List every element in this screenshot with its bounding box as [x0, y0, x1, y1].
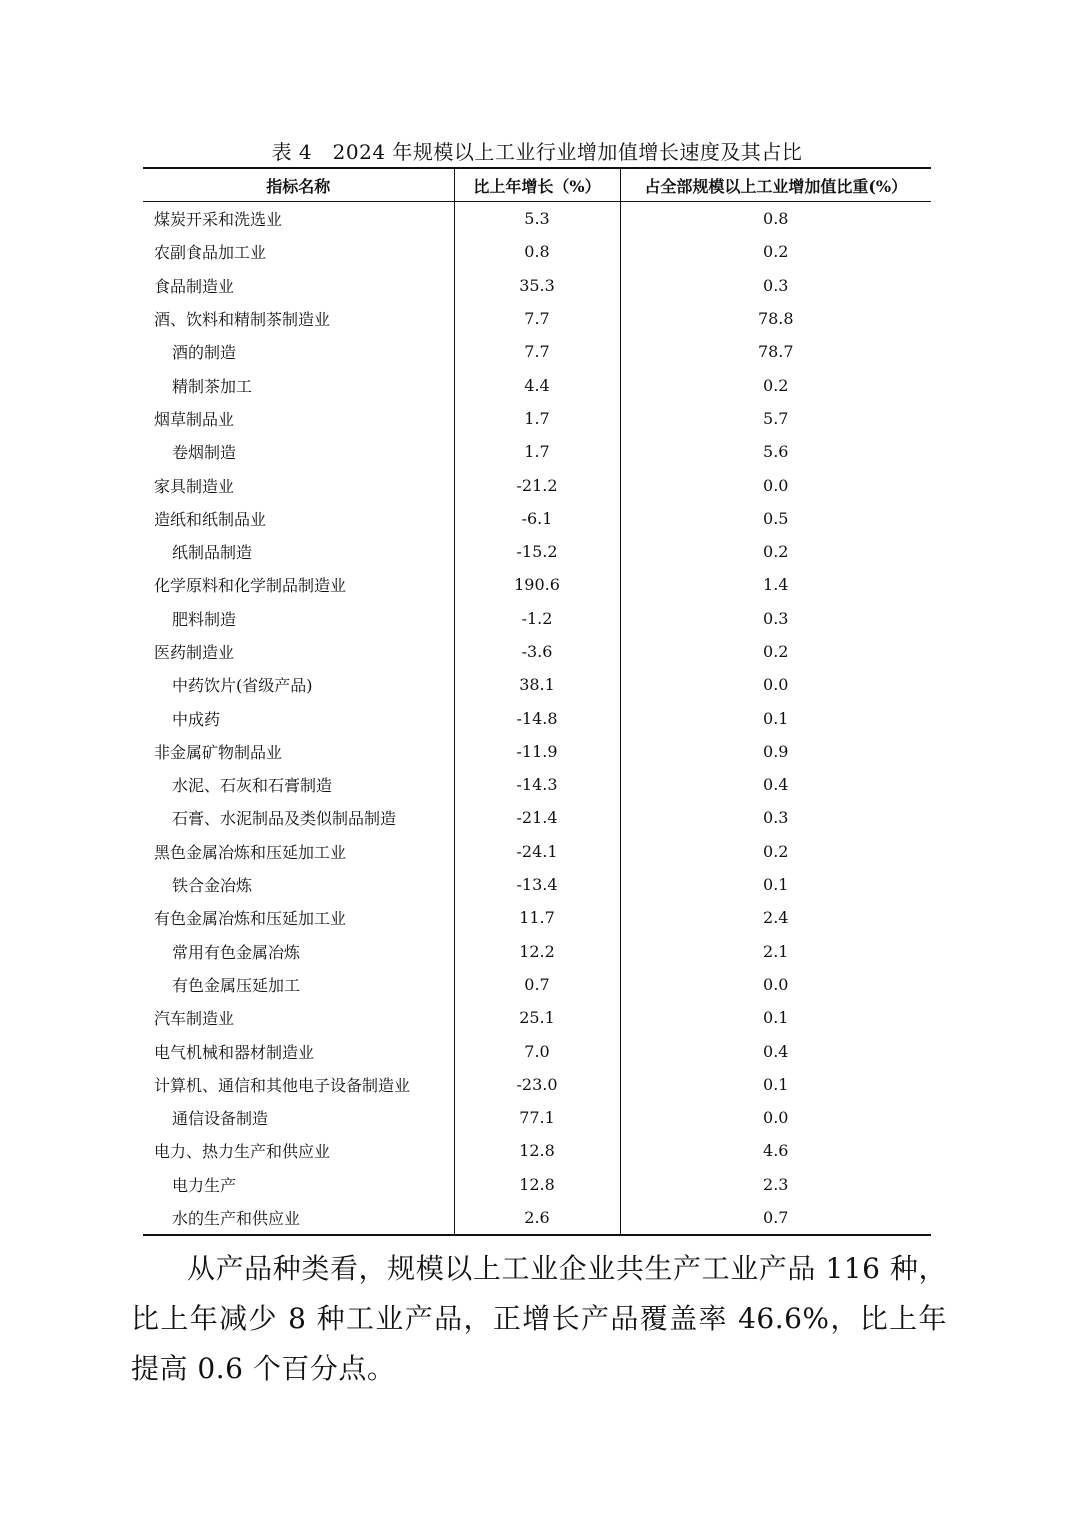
table-row	[143, 535, 931, 568]
row-growth-value: 25.1	[454, 1001, 620, 1034]
row-indicator-name: 酒、饮料和精制茶制造业	[154, 310, 331, 330]
row-share-value: 2.1	[620, 935, 931, 968]
row-growth-value: -21.4	[454, 801, 620, 834]
row-share-value: 0.2	[620, 535, 931, 568]
row-share-value: 0.3	[620, 602, 931, 635]
row-share-value: 0.8	[620, 202, 931, 236]
table-row	[143, 801, 931, 834]
row-indicator-name: 中药饮片(省级产品)	[172, 676, 313, 696]
row-share-value: 0.4	[620, 768, 931, 801]
row-indicator-name: 医药制造业	[154, 643, 235, 662]
table-row	[143, 235, 931, 268]
row-indicator-name: 水泥、石灰和石膏制造	[172, 776, 333, 796]
header-indicator-name: 指标名称	[143, 168, 454, 202]
table-row	[143, 368, 931, 401]
header-growth: 比上年增长（%）	[454, 168, 620, 202]
row-share-value: 0.9	[620, 735, 931, 768]
table-row	[143, 269, 931, 302]
table-row	[143, 1034, 931, 1067]
row-growth-value: 11.7	[454, 901, 620, 934]
row-growth-value: 2.6	[454, 1201, 620, 1235]
row-indicator-name: 电力、热力生产和供应业	[154, 1142, 331, 1162]
row-growth-value: -14.8	[454, 701, 620, 734]
table-row	[143, 568, 931, 601]
table-row	[143, 935, 931, 968]
table-row	[143, 968, 931, 1001]
table-body	[143, 202, 931, 1236]
table-row	[143, 635, 931, 668]
row-growth-value: 12.8	[454, 1134, 620, 1167]
row-indicator-name: 食品制造业	[154, 276, 235, 296]
row-indicator-name: 水的生产和供应业	[172, 1209, 301, 1229]
table-row	[143, 1001, 931, 1034]
row-growth-value: -15.2	[454, 535, 620, 568]
table-row	[143, 1134, 931, 1167]
table-row	[143, 302, 931, 335]
row-share-value: 0.1	[620, 868, 931, 901]
table-row	[143, 1201, 931, 1235]
table-header-row	[143, 168, 931, 202]
row-share-value: 0.2	[620, 368, 931, 401]
row-growth-value: 7.7	[454, 302, 620, 335]
row-growth-value: 1.7	[454, 435, 620, 468]
row-growth-value: -14.3	[454, 768, 620, 801]
row-growth-value: 38.1	[454, 668, 620, 701]
row-indicator-name: 常用有色金属冶炼	[172, 942, 301, 962]
row-growth-value: 0.7	[454, 968, 620, 1001]
table-row	[143, 468, 931, 501]
row-indicator-name: 化学原料和化学制品制造业	[154, 576, 347, 596]
row-growth-value: -24.1	[454, 835, 620, 868]
row-share-value: 0.0	[620, 1101, 931, 1134]
table-row	[143, 735, 931, 768]
row-growth-value: 5.3	[454, 202, 620, 236]
header-share: 占全部规模以上工业增加值比重(%）	[620, 168, 931, 202]
row-indicator-name: 通信设备制造	[172, 1109, 269, 1129]
row-growth-value: -3.6	[454, 635, 620, 668]
row-indicator-name: 非金属矿物制品业	[154, 742, 283, 762]
row-share-value: 0.7	[620, 1201, 931, 1235]
row-growth-value: 12.8	[454, 1168, 620, 1201]
row-indicator-name: 精制茶加工	[172, 376, 253, 396]
row-share-value: 0.0	[620, 668, 931, 701]
table-title: 表 4 2024 年规模以上工业行业增加值增长速度及其占比	[271, 140, 803, 164]
table-row	[143, 835, 931, 868]
row-share-value: 1.4	[620, 568, 931, 601]
row-growth-value: 77.1	[454, 1101, 620, 1134]
row-growth-value: 0.8	[454, 235, 620, 268]
row-growth-value: -21.2	[454, 468, 620, 501]
row-indicator-name: 汽车制造业	[154, 1009, 235, 1029]
table-row	[143, 435, 931, 468]
row-growth-value: 12.2	[454, 935, 620, 968]
row-growth-value: 190.6	[454, 568, 620, 601]
row-share-value: 2.3	[620, 1168, 931, 1201]
row-indicator-name: 烟草制品业	[154, 409, 235, 429]
table-row	[143, 868, 931, 901]
table-row	[143, 768, 931, 801]
table-row	[143, 1168, 931, 1201]
row-share-value: 2.4	[620, 901, 931, 934]
row-indicator-name: 计算机、通信和其他电子设备制造业	[154, 1075, 411, 1095]
table-row	[143, 1101, 931, 1134]
row-growth-value: 35.3	[454, 269, 620, 302]
row-share-value: 0.2	[620, 835, 931, 868]
row-growth-value: 7.0	[454, 1034, 620, 1067]
row-indicator-name: 中成药	[172, 709, 221, 729]
row-indicator-name: 铁合金冶炼	[172, 876, 253, 896]
row-share-value: 0.0	[620, 968, 931, 1001]
row-share-value: 0.1	[620, 1068, 931, 1101]
table-row	[143, 602, 931, 635]
row-growth-value: 4.4	[454, 368, 620, 401]
row-share-value: 78.7	[620, 335, 931, 368]
row-share-value: 5.7	[620, 402, 931, 435]
row-growth-value: -6.1	[454, 502, 620, 535]
table-row	[143, 335, 931, 368]
row-indicator-name: 煤炭开采和洗选业	[154, 210, 283, 230]
table-row	[143, 202, 931, 236]
row-indicator-name: 卷烟制造	[172, 443, 237, 463]
row-share-value: 0.3	[620, 269, 931, 302]
row-share-value: 0.3	[620, 801, 931, 834]
row-growth-value: 1.7	[454, 402, 620, 435]
row-growth-value: -13.4	[454, 868, 620, 901]
row-share-value: 0.2	[620, 635, 931, 668]
row-indicator-name: 家具制造业	[154, 476, 235, 496]
table-row	[143, 502, 931, 535]
row-indicator-name: 纸制品制造	[172, 543, 253, 563]
row-growth-value: -11.9	[454, 735, 620, 768]
table-row	[143, 901, 931, 934]
row-indicator-name: 酒的制造	[172, 343, 237, 363]
row-indicator-name: 造纸和纸制品业	[154, 509, 267, 529]
body-paragraph: 从产品种类看，规模以上工业企业共生产工业产品 116 种，比上年减少 8 种工业产品，正增长产品覆盖率 46.6%，比上年提高 0.6 个百分点。	[131, 1252, 947, 1385]
row-share-value: 0.1	[620, 1001, 931, 1034]
row-share-value: 5.6	[620, 435, 931, 468]
row-share-value: 0.5	[620, 502, 931, 535]
row-share-value: 78.8	[620, 302, 931, 335]
row-indicator-name: 农副食品加工业	[154, 243, 267, 263]
row-indicator-name: 电气机械和器材制造业	[154, 1042, 315, 1062]
row-share-value: 0.1	[620, 701, 931, 734]
row-indicator-name: 黑色金属冶炼和压延加工业	[154, 842, 347, 862]
row-growth-value: -23.0	[454, 1068, 620, 1101]
row-share-value: 0.2	[620, 235, 931, 268]
table-row	[143, 668, 931, 701]
row-indicator-name: 电力生产	[172, 1175, 237, 1195]
table-row	[143, 701, 931, 734]
row-growth-value: 7.7	[454, 335, 620, 368]
row-share-value: 4.6	[620, 1134, 931, 1167]
row-indicator-name: 有色金属冶炼和压延加工业	[154, 909, 347, 929]
table-row	[143, 402, 931, 435]
table-row	[143, 1068, 931, 1101]
row-share-value: 0.0	[620, 468, 931, 501]
row-growth-value: -1.2	[454, 602, 620, 635]
row-share-value: 0.4	[620, 1034, 931, 1067]
row-indicator-name: 石膏、水泥制品及类似制品制造	[172, 809, 397, 829]
row-indicator-name: 有色金属压延加工	[172, 975, 301, 995]
row-indicator-name: 肥料制造	[172, 609, 237, 629]
industry-value-added-table	[143, 167, 931, 1236]
